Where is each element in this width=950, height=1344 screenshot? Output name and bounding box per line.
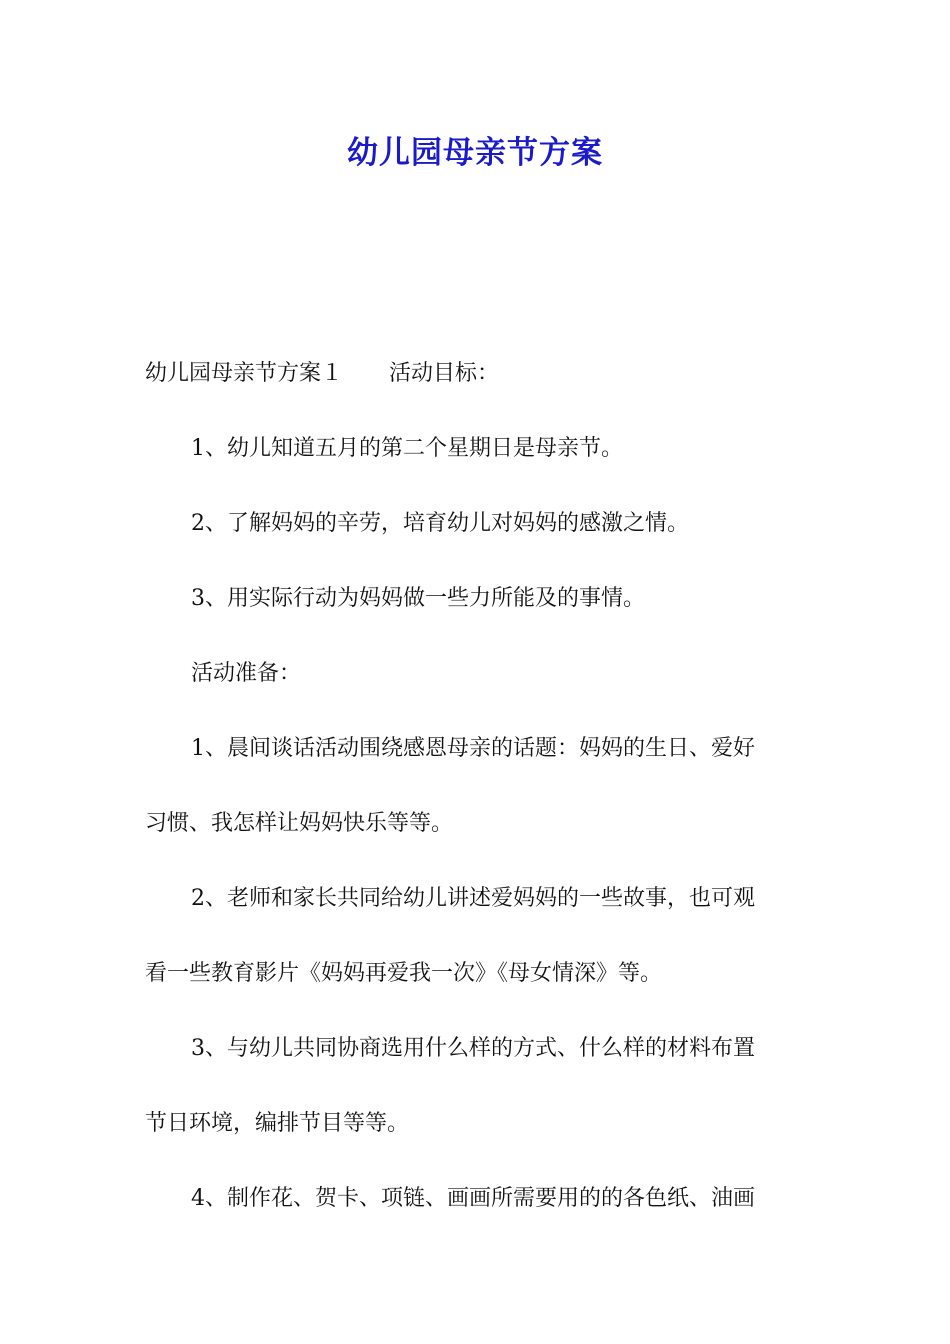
section-subheading: 活动目标：	[389, 361, 500, 386]
paragraph-line-heading	[145, 336, 810, 411]
paragraph-line: 4、制作花、贺卡、项链、画画所需要用的的各色纸、油画	[191, 1186, 755, 1211]
paragraph-line: 节日环境，编排节目等等。	[145, 1111, 410, 1136]
section-heading: 幼儿园母亲节方案１	[145, 361, 344, 386]
paragraph-line: 1、晨间谈话活动围绕感恩母亲的话题：妈妈的生日、爱好	[191, 736, 755, 761]
paragraph-line: 2、老师和家长共同给幼儿讲述爱妈妈的一些故事，也可观	[191, 886, 755, 911]
paragraph-line: 3、用实际行动为妈妈做一些力所能及的事情。	[191, 586, 645, 611]
paragraph-line: 看一些教育影片《妈妈再爱我一次》《母女情深》等。	[145, 961, 663, 986]
document-title: 幼儿园母亲节方案	[347, 135, 603, 171]
paragraph-line: 习惯、我怎样让妈妈快乐等等。	[145, 811, 454, 836]
paragraph-line: 1、幼儿知道五月的第二个星期日是母亲节。	[191, 436, 623, 461]
paragraph-line: 2、了解妈妈的辛劳，培育幼儿对妈妈的感激之情。	[191, 511, 689, 536]
paragraph-line: 活动准备：	[191, 661, 302, 686]
paragraph-line: 3、与幼儿共同协商选用什么样的方式、什么样的材料布置	[191, 1036, 755, 1061]
document-body	[145, 336, 810, 1236]
